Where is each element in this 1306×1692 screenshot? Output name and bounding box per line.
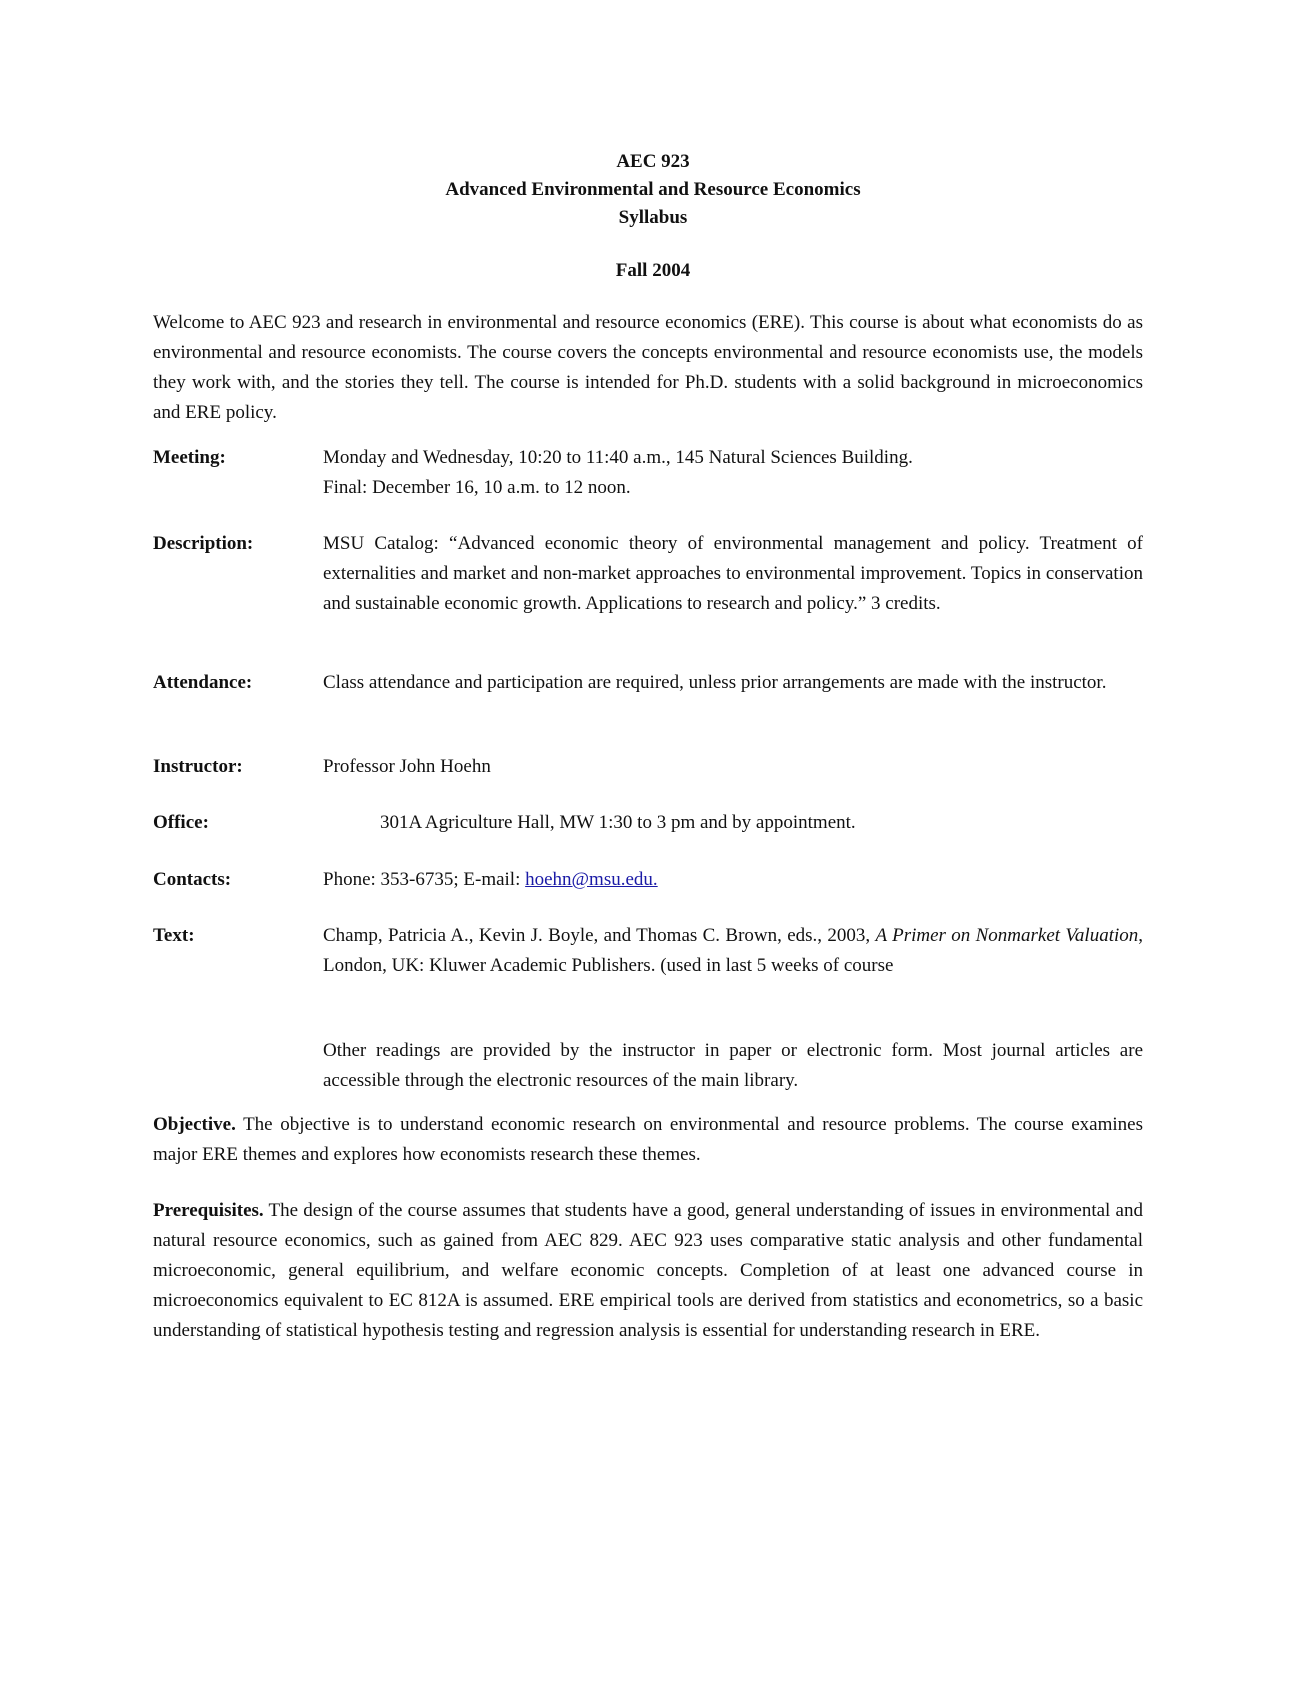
meeting-final: Final: December 16, 10 a.m. to 12 noon. (323, 477, 631, 498)
office-hours: 301A Agriculture Hall, MW 1:30 to 3 pm and by appointment. (380, 812, 856, 833)
text-section (153, 921, 1143, 1101)
meeting-schedule: Monday and Wednesday, 10:20 to 11:40 a.m., 145 Natural Sciences Building. (323, 447, 913, 468)
objective-lead: Objective. (153, 1114, 236, 1135)
attendance-label: Attendance: (153, 672, 253, 693)
intro-paragraph: Welcome to AEC 923 and research in environmental and resource economics (ERE). This course is about what economists do as environmental and resource economists. The course covers the concepts environmental and resource economists use, the models they work with, and the stories they tell. The course is intended for Ph.D. students with a solid background in microeconomics and ERE policy. (153, 312, 1143, 423)
prerequisites-paragraph (153, 1196, 1143, 1346)
phone-text: Phone: 353-6735; E-mail: (323, 869, 526, 890)
description-section (153, 529, 1143, 653)
meeting-label: Meeting: (153, 447, 226, 468)
term: Fall 2004 (615, 260, 691, 281)
office-label: Office: (153, 812, 209, 833)
other-readings: Other readings are provided by the instructor in paper or electronic form. Most journal articles are accessible through the electronic resources of the main library. (323, 1040, 1143, 1091)
instructor-label: Instructor: (153, 756, 243, 777)
prerequisites-text: The design of the course assumes that students have a good, general understanding of issues in environmental and natural resource economics, such as gained from AEC 829. AEC 923 uses comparative static analysis and other fundamental microeconomic, general equilibrium, and welfare economic concepts. Completion of at least one advanced course in microeconomics equivalent to EC 812A is assumed. ERE empirical tools are derived from statistics and econometrics, so a basic understanding of statistical hypothesis testing and regression analysis is essential for understanding research in ERE. (153, 1200, 1143, 1341)
citation-title: A Primer on Nonmarket Valuation (875, 925, 1139, 946)
meeting-section (153, 443, 1143, 505)
course-code: AEC 923 (616, 151, 690, 172)
instructor-section (153, 752, 1143, 784)
instructor-name: Professor John Hoehn (323, 756, 491, 777)
contacts-value (323, 865, 1143, 895)
citation-publisher: , London, UK: Kluwer Academic Publishers. (used in last 5 weeks of course (323, 925, 1143, 976)
objective-paragraph (153, 1110, 1143, 1170)
attendance-text: Class attendance and participation are required, unless prior arrangements are made with the instructor. (323, 672, 1107, 693)
course-title: Advanced Environmental and Resource Economics (445, 179, 861, 200)
contacts-section (153, 865, 1143, 897)
document-type: Syllabus (618, 207, 688, 228)
objective-text: The objective is to understand economic research on environmental and resource problems. The course examines major ERE themes and explores how economists research these themes. (153, 1114, 1143, 1165)
textbook-citation (323, 921, 1143, 981)
attendance-section (153, 668, 1143, 730)
citation-authors: Champ, Patricia A., Kevin J. Boyle, and Thomas C. Brown, eds., 2003, (323, 925, 876, 946)
contacts-label: Contacts: (153, 869, 232, 890)
email-link[interactable]: hoehn@msu.edu. (525, 869, 658, 890)
text-label: Text: (153, 925, 195, 946)
description-label: Description: (153, 533, 254, 554)
office-section (153, 808, 1143, 840)
description-text: MSU Catalog: “Advanced economic theory of environmental management and policy. Treatment of externalities and market and non-market approaches to environmental improvement. Topics in conservation and sustainable economic growth. Applications to research and policy.” 3 credits. (323, 533, 1143, 614)
prerequisites-lead: Prerequisites. (153, 1200, 264, 1221)
